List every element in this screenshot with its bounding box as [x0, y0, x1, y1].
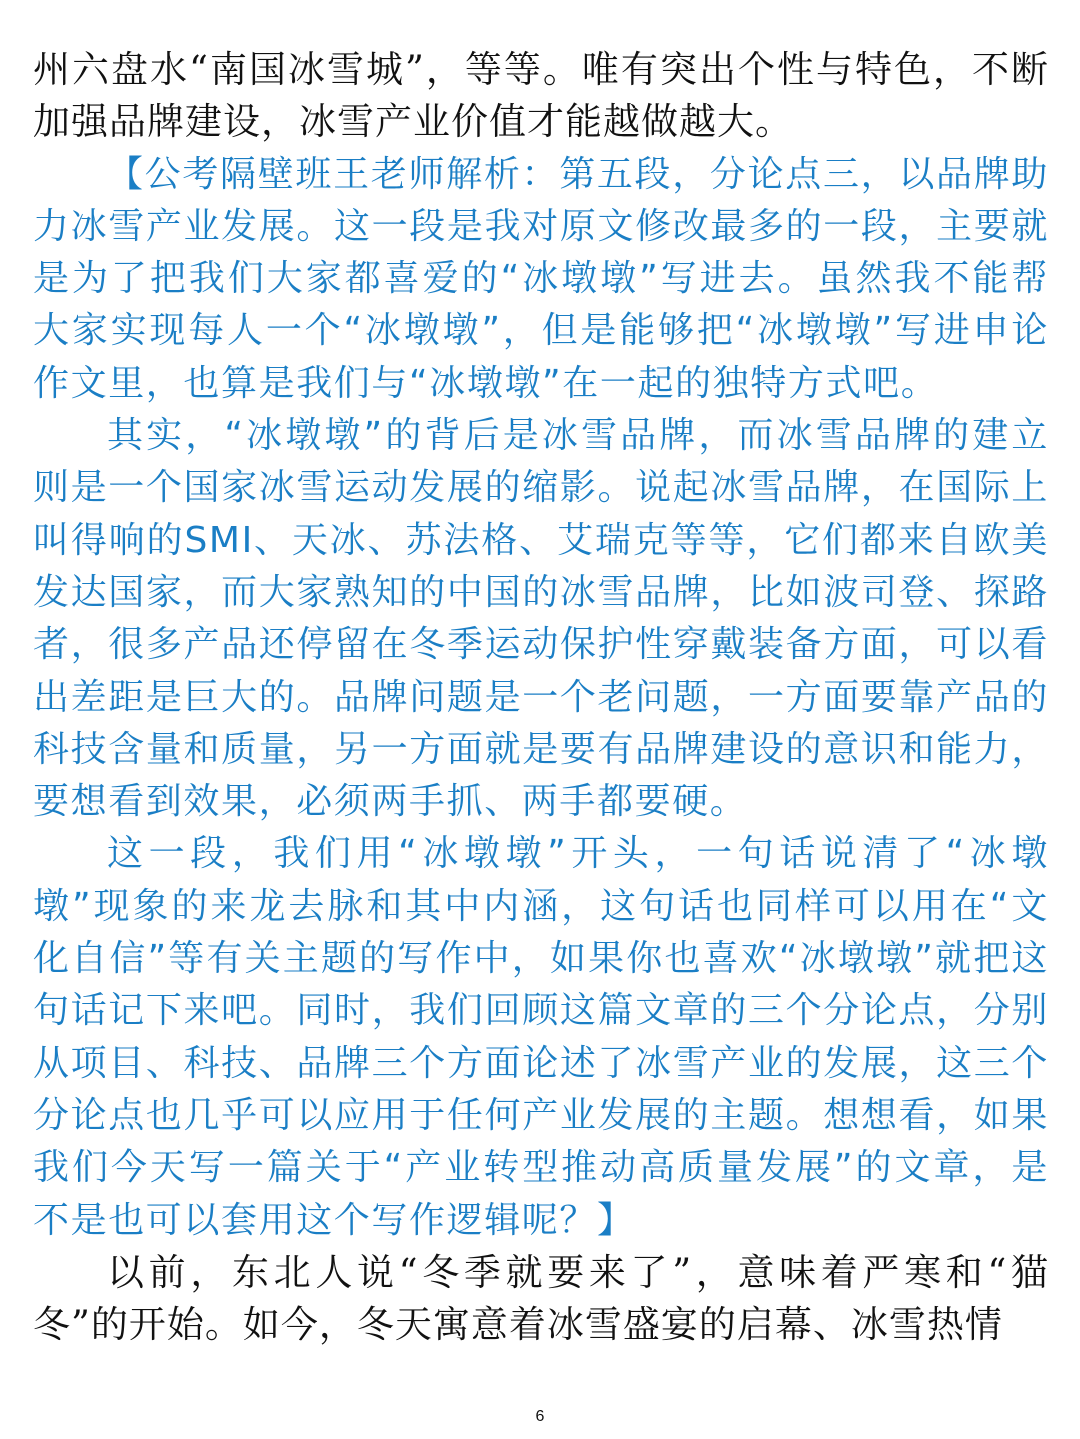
paragraph-continuation: 州六盘水“南国冰雪城”，等等。唯有突出个性与特色，不断加强品牌建设，冰雪产业价值才能越做越大。	[33, 48, 1049, 144]
analysis-paragraph-3: 这一段，我们用“冰墩墩”开头，一句话说清了“冰墩墩”现象的来龙去脉和其中内涵，这句话也同样可以用在“文化自信”等有关主题的写作中，如果你也喜欢“冰墩墩”就把这句话记下来吧。同时，我们回顾这篇文章的三个分论点，分别从项目、科技、品牌三个方面论述了冰雪产业的发展，这三个分论点也几乎可以应用于任何产业发展的主题。想想看，如果我们今天写一篇关于“产业转型推动高质量发展”的文章，是不是也可以套用这个写作逻辑呢？】	[33, 833, 1049, 1241]
analysis-paragraph-1: 【公考隔壁班王老师解析：第五段，分论点三，以品牌助力冰雪产业发展。这一段是我对原文修改最多的一段，主要就是为了把我们大家都喜爱的“冰墩墩”写进去。虽然我不能帮大家实现每人一个“冰墩墩”，但是能够把“冰墩墩”写进申论作文里，也算是我们与“冰墩墩”在一起的独特方式吧。	[33, 153, 1049, 404]
page-number: 6	[535, 1408, 545, 1425]
document-page	[33, 44, 1049, 1351]
analysis-paragraph-2: 其实，“冰墩墩”的背后是冰雪品牌，而冰雪品牌的建立则是一个国家冰雪运动发展的缩影。说起冰雪品牌，在国际上叫得响的SMI、天冰、苏法格、艾瑞克等等，它们都来自欧美发达国家，而大家熟知的中国的冰雪品牌，比如波司登、探路者，很多产品还停留在冬季运动保护性穿戴装备方面，可以看出差距是巨大的。品牌问题是一个老问题，一方面要靠产品的科技含量和质量，另一方面就是要有品牌建设的意识和能力，要想看到效果，必须两手抓、两手都要硬。	[33, 415, 1049, 823]
body-paragraph-next: 以前，东北人说“冬季就要来了”，意味着严寒和“猫冬”的开始。如今，冬天寓意着冰雪盛宴的启幕、冰雪热情	[33, 1250, 1049, 1347]
